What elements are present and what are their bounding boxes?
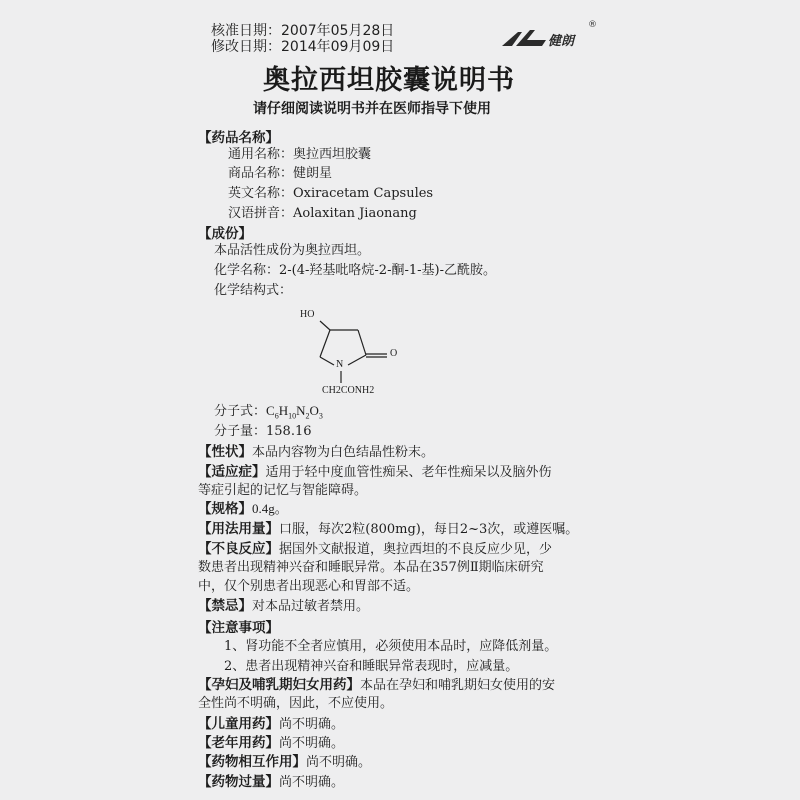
logo-text: 健朗 <box>548 34 575 49</box>
molecular-weight: 分子量：158.16 <box>214 424 312 439</box>
formula-n: N <box>296 403 306 418</box>
elderly-line <box>198 734 344 753</box>
structure-side-chain: CH2CONH2 <box>322 385 375 396</box>
section-dosage-header: 【用法用量】 <box>198 521 279 537</box>
formula-c: C <box>266 403 275 418</box>
section-adverse-header: 【不良反应】 <box>198 541 279 557</box>
dosage-line <box>198 520 578 539</box>
page-subtitle: 请仔细阅读说明书并在医师指导下使用 <box>253 101 491 117</box>
section-pregnancy-header: 【孕妇及哺乳期妇女用药】 <box>198 677 360 693</box>
page-title: 奥拉西坦胶囊说明书 <box>263 65 515 96</box>
section-specification-header: 【规格】 <box>198 501 252 517</box>
elderly-text: 尚不明确。 <box>279 736 345 751</box>
section-elderly-header: 【老年用药】 <box>198 735 279 751</box>
pregnancy-text-2: 全性尚不明确，因此，不应使用。 <box>198 696 394 711</box>
structure-ho: HO <box>300 309 315 320</box>
formula-h-sub: 10 <box>288 411 297 421</box>
properties-text: 本品内容物为白色结晶性粉末。 <box>252 445 435 460</box>
structure-o: O <box>390 348 398 359</box>
section-composition-header: 【成份】 <box>198 226 252 242</box>
formula-h: H <box>278 403 289 418</box>
section-drug-name-header: 【药品名称】 <box>198 130 279 146</box>
generic-name: 通用名称：奥拉西坦胶囊 <box>228 147 372 162</box>
indications-text-2: 等症引起的记忆与智能障碍。 <box>198 483 368 498</box>
active-ingredient: 本品活性成份为奥拉西坦。 <box>214 243 371 258</box>
section-overdose-header: 【药物过量】 <box>198 774 279 790</box>
formula-o-sub: 3 <box>318 411 323 421</box>
section-contra-header: 【禁忌】 <box>198 598 252 614</box>
registered-mark: ® <box>588 20 597 30</box>
specification-text: 0.4g。 <box>252 501 288 516</box>
overdose-text: 尚不明确。 <box>279 775 345 790</box>
revise-date: 修改日期：2014年09月09日 <box>211 39 395 55</box>
chemical-name: 化学名称：2-(4-羟基吡咯烷-2-酮-1-基)-乙酰胺。 <box>214 263 496 278</box>
specification-line <box>198 500 288 519</box>
children-text: 尚不明确。 <box>279 717 345 732</box>
pregnancy-line-1 <box>198 676 555 695</box>
pinyin-name: 汉语拼音：Aolaxitan Jiaonang <box>228 206 417 221</box>
contra-line <box>198 597 369 616</box>
approve-date: 核准日期：2007年05月28日 <box>211 23 395 39</box>
chemical-structure <box>292 305 412 405</box>
dosage-text: 口服，每次2粒(800mg)，每日2~3次，或遵医嘱。 <box>279 522 579 537</box>
properties-line <box>198 443 434 462</box>
english-name: 英文名称：Oxiracetam Capsules <box>228 186 434 201</box>
brand-logo <box>500 20 600 50</box>
contra-text: 对本品过敏者禁用。 <box>252 599 370 614</box>
structure-n: N <box>336 359 344 370</box>
formula-c-sub: 6 <box>274 411 279 421</box>
precaution-item-1: 1、肾功能不全者应慎用，必须使用本品时，应降低剂量。 <box>224 639 558 654</box>
indications-text-1: 适用于轻中度血管性痴呆、老年性痴呆以及脑外伤 <box>265 465 552 480</box>
section-properties-header: 【性状】 <box>198 444 252 460</box>
section-indications-header: 【适应症】 <box>198 464 266 480</box>
formula-o: O <box>309 403 319 418</box>
section-precautions-header: 【注意事项】 <box>198 620 279 636</box>
trade-name: 商品名称：健朗星 <box>228 166 333 181</box>
formula-n-sub: 2 <box>305 411 310 421</box>
adverse-text-2: 数患者出现精神兴奋和睡眠异常。本品在357例Ⅱ期临床研究 <box>198 560 544 575</box>
indications-line-1 <box>198 463 552 482</box>
pregnancy-text-1: 本品在孕妇和哺乳期妇女使用的安 <box>360 678 556 693</box>
adverse-text-3: 中，仅个别患者出现恶心和胃部不适。 <box>198 579 420 594</box>
overdose-line <box>198 773 344 792</box>
interaction-line <box>198 753 371 772</box>
adverse-line-1 <box>198 540 552 559</box>
precaution-item-2: 2、患者出现精神兴奋和睡眠异常表现时，应减量。 <box>224 659 519 674</box>
structure-label: 化学结构式： <box>214 283 293 298</box>
adverse-text-1: 据国外文献报道，奥拉西坦的不良反应少见，少 <box>279 542 553 557</box>
section-interaction-header: 【药物相互作用】 <box>198 754 306 770</box>
interaction-text: 尚不明确。 <box>306 755 372 770</box>
section-children-header: 【儿童用药】 <box>198 716 279 732</box>
children-line <box>198 715 344 734</box>
formula-label: 分子式： <box>214 404 267 419</box>
